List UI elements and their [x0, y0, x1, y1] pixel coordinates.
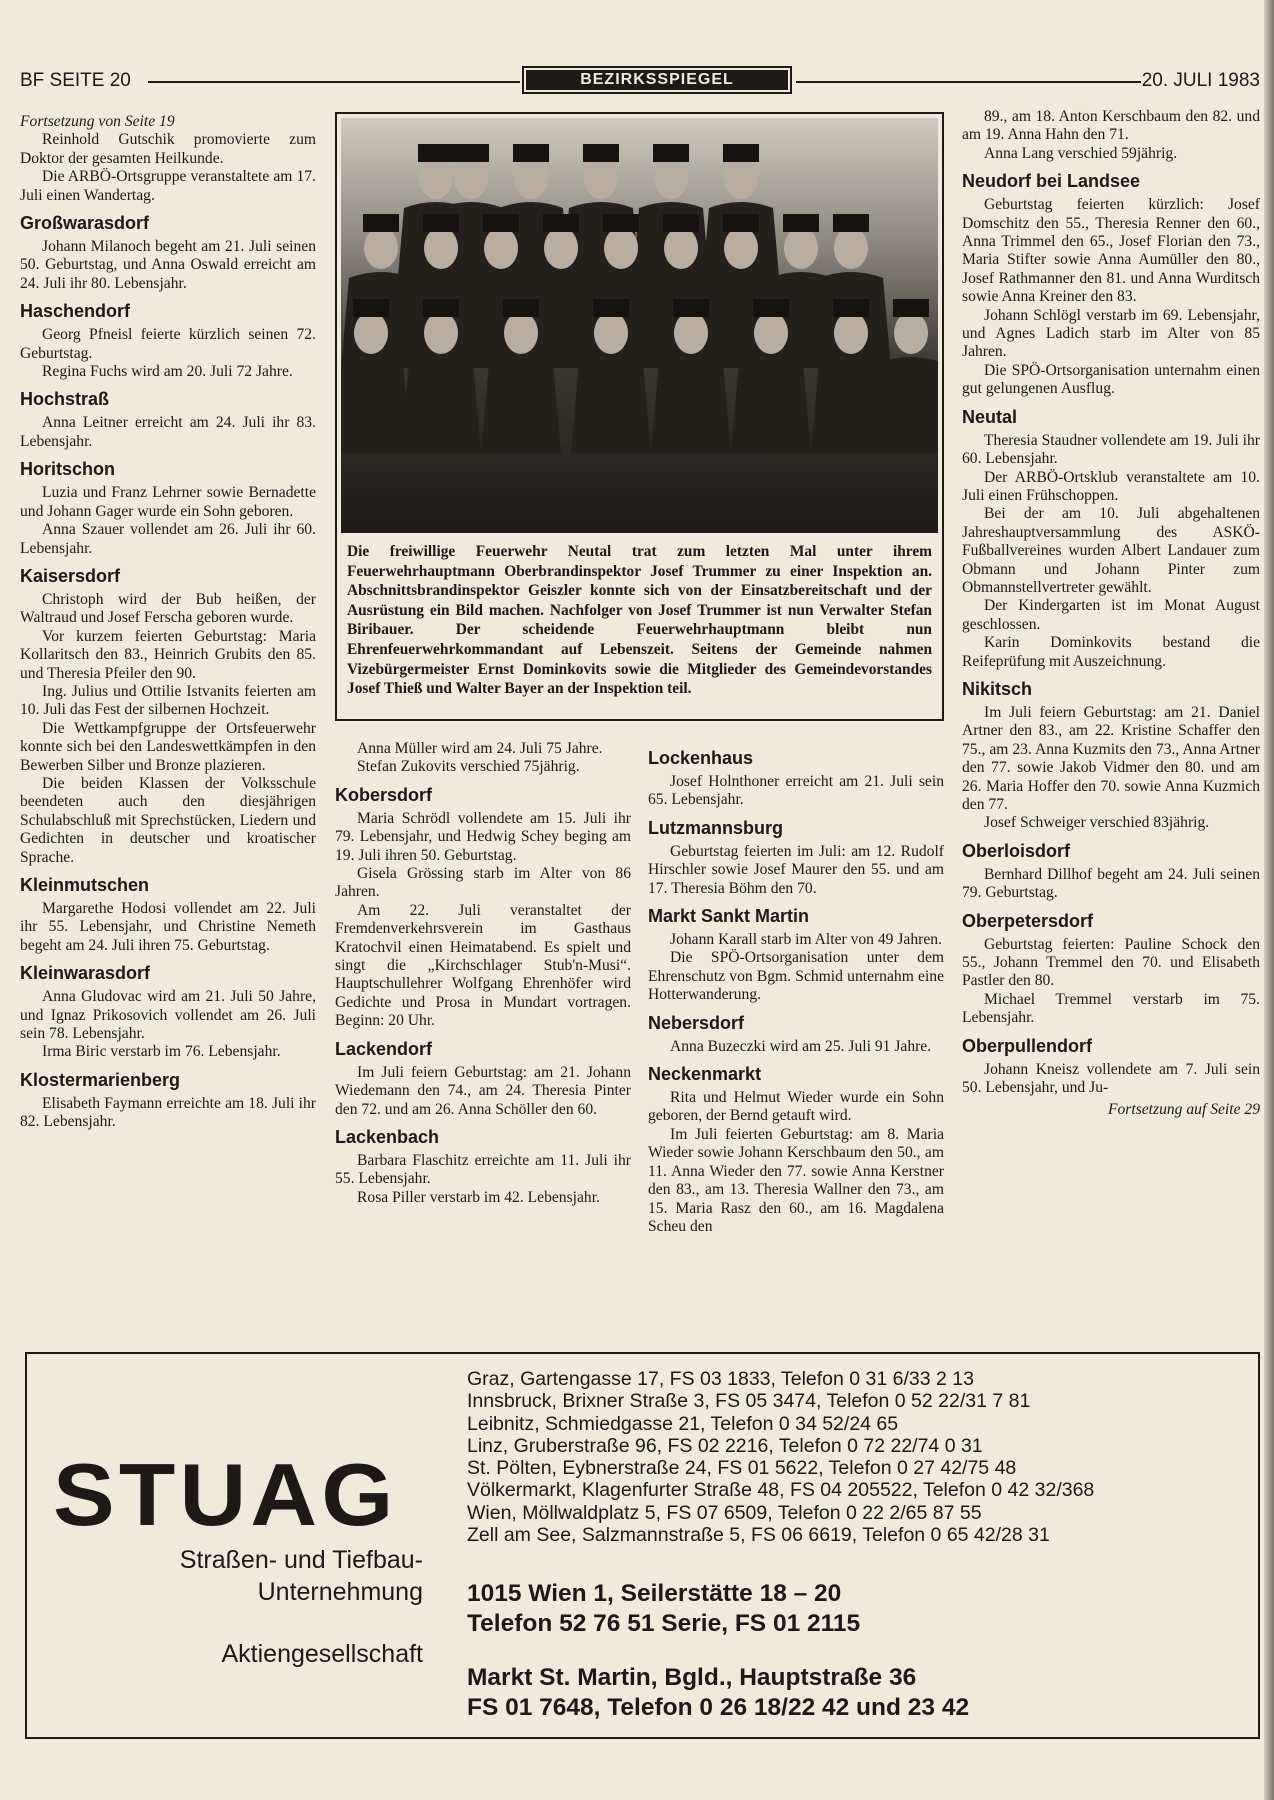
paragraph: Reinhold Gutschik promovierte zum Doktor der gesamten Heilkunde. — [20, 131, 316, 167]
branch-line: Zell am See, Salzmannstraße 5, FS 06 6619, Telefon 0 65 42/28 31 — [467, 1524, 1050, 1547]
masthead-title: BEZIRKSSPIEGEL — [526, 70, 788, 90]
uniform-cap — [723, 214, 759, 232]
fire-brigade-photo — [341, 118, 938, 533]
section-heading: Kaisersdorf — [20, 565, 121, 586]
branch-line: St. Pölten, Eybnerstraße 24, FS 01 5622, Telefon 0 27 42/75 48 — [467, 1457, 1017, 1480]
paragraph: Rita und Helmut Wieder wurde ein Sohn geboren, der Bernd getauft wird. — [648, 1089, 944, 1125]
person-head — [584, 157, 618, 199]
branch-line: Linz, Gruberstraße 96, FS 02 2216, Telefon 0 72 22/74 0 31 — [467, 1434, 983, 1457]
continued-from-label: Fortsetzung von Seite 19 — [20, 113, 175, 130]
paragraph: Die Wettkampfgruppe der Ortsfeuerwehr konnte sich bei den Landeswettkämpfen in den Bewerben Silber und Bronze plazieren. — [20, 719, 316, 774]
paragraph: Im Juli feiern Geburtstag: am 21. Johann Wiedemann den 74., am 24. Theresia Pinter den 72. und am 26. Anna Schöller den 60. — [335, 1063, 631, 1118]
branch-line: Graz, Gartengasse 17, FS 03 1833, Telefon 0 31 6/33 2 13 — [467, 1368, 974, 1390]
paragraph: Anna Lang verschied 59jährig. — [984, 144, 1178, 162]
section-heading: Lackenbach — [335, 1126, 440, 1147]
uniform-cap — [583, 144, 619, 162]
uniform-cap — [673, 299, 709, 317]
section-heading: Oberpetersdorf — [962, 910, 1094, 931]
masthead — [522, 66, 792, 94]
section-heading: Klostermarienberg — [20, 1069, 181, 1090]
paragraph: Rosa Piller verstarb im 42. Lebensjahr. — [357, 1188, 600, 1206]
paragraph: Georg Pfneisl feierte kürzlich seinen 72. Geburtstag. — [20, 326, 316, 362]
paragraph: Theresia Staudner vollendete am 19. Juli ihr 60. Lebensjahr. — [962, 431, 1260, 468]
person-head — [724, 227, 758, 269]
stuag-advertisement — [25, 1352, 1260, 1739]
person-body — [401, 357, 481, 453]
paragraph: 89., am 18. Anton Kerschbaum den 82. und am 19. Anna Hahn den 71. — [962, 108, 1260, 144]
person-head — [454, 157, 488, 199]
section-heading: Nikitsch — [962, 678, 1033, 699]
paragraph: Der Kindergarten ist im Monat August geschlossen. — [962, 597, 1260, 633]
person-body — [651, 357, 731, 453]
section-heading: Nebersdorf — [648, 1012, 745, 1033]
uniform-cap — [723, 144, 759, 162]
person-head — [504, 312, 538, 354]
column-3 — [648, 740, 944, 1236]
person-head — [654, 157, 688, 199]
branch-line: Innsbruck, Brixner Straße 3, FS 05 3474, Telefon 0 52 22/31 7 81 — [467, 1390, 1031, 1413]
uniform-cap — [603, 214, 639, 232]
ad-subtitle: Unternehmung — [257, 1578, 423, 1606]
issue-date: 20. JULI 1983 — [1141, 70, 1260, 91]
uniform-cap — [893, 299, 929, 317]
hq-line: 1015 Wien 1, Seilerstätte 18 – 20 — [467, 1580, 842, 1607]
section-heading: Kobersdorf — [335, 784, 433, 805]
paragraph: Geburtstag feierten: Pauline Schock den 55., Johann Tremmel den 70. und Elisabeth Pastler den 80. — [962, 935, 1260, 990]
hq-line: Telefon 52 76 51 Serie, FS 01 2115 — [467, 1610, 861, 1637]
uniform-cap — [593, 299, 629, 317]
section-heading: Oberpullendorf — [962, 1035, 1092, 1056]
person-head — [664, 227, 698, 269]
uniform-cap — [503, 299, 539, 317]
paragraph: Anna Szauer vollendet am 26. Juli ihr 60. Lebensjahr. — [20, 521, 316, 557]
stuag-logo: STUAG — [53, 1445, 398, 1544]
person-head — [424, 312, 458, 354]
paragraph: Anna Müller wird am 24. Juli 75 Jahre. — [357, 740, 603, 757]
paragraph: Geburtstag feierten im Juli: am 12. Rudolf Hirschler sowie Josef Maurer den 55. und am 17. Theresia Böhm den 70. — [648, 842, 944, 897]
paragraph: Gisela Grössing starb im Alter von 86 Jahren. — [335, 865, 631, 901]
header-rule — [796, 81, 1141, 83]
paragraph: Margarethe Hodosi vollendet am 22. Juli ihr 55. Lebensjahr, und Christine Nemeth begeht am 24. Juli ihren 75. Geburtstag. — [20, 900, 316, 954]
branch-line: Wien, Möllwaldplatz 5, FS 07 6509, Telefon 0 22 2/65 87 55 — [467, 1501, 982, 1524]
paragraph: Johann Kneisz vollendete am 7. Juli sein 50. Lebensjahr, und Ju- — [962, 1060, 1260, 1097]
ad-subtitle: Aktiengesellschaft — [221, 1640, 423, 1668]
person-body — [571, 357, 651, 453]
paragraph: Am 22. Juli veranstaltet der Fremdenverkehrsverein im Gasthaus Kratochvil einen Heimatabend. Es spielt und singt die „Kirchschlager Stub'n-Musi“. Hauptschullehrer Wolfgang Ehrenhöfer wird Gedichte und Prosa in Mundart vortragen. Beginn: 20 Uhr. — [335, 901, 631, 1030]
paragraph: Stefan Zukovits verschied 75jährig. — [357, 758, 580, 776]
person-head — [594, 312, 628, 354]
paragraph: Anna Gludovac wird am 21. Juli 50 Jahre, und Ignaz Prikosovich vollendet am 26. Juli sein 78. Lebensjahr. — [20, 988, 316, 1043]
section-heading: Oberloisdorf — [962, 840, 1071, 861]
uniform-cap — [783, 214, 819, 232]
person-head — [544, 227, 578, 269]
person-body — [481, 357, 561, 453]
person-head — [424, 227, 458, 269]
paragraph: Josef Schweiger verschied 83jährig. — [984, 814, 1210, 832]
person-head — [484, 227, 518, 269]
section-heading: Großwarasdorf — [20, 213, 150, 234]
uniform-cap — [353, 299, 389, 317]
paragraph: Elisabeth Faymann erreichte am 18. Juli ihr 82. Lebensjahr. — [20, 1094, 316, 1131]
uniform-cap — [423, 299, 459, 317]
uniform-cap — [833, 299, 869, 317]
uniform-cap — [483, 214, 519, 232]
page-label: BF SEITE 20 — [20, 70, 131, 91]
paragraph: Bernhard Dillhof begeht am 24. Juli seinen 79. Geburtstag. — [962, 865, 1260, 902]
paragraph: Barbara Flaschitz erreichte am 11. Juli ihr 55. Lebensjahr. — [335, 1151, 631, 1188]
section-heading: Markt Sankt Martin — [648, 906, 810, 927]
paragraph: Vor kurzem feierten Geburtstag: Maria Kollaritsch den 83., Heinrich Grubits den 85. und Theresia Pfeiler den 90. — [20, 627, 316, 682]
paragraph: Geburtstag feierten kürzlich: Josef Domschitz den 55., Theresia Renner den 60., Anna Trimmel den 65., Josef Florian den 73., Maria Stifter sowie Anna Aumüller den 80., Josef Rathmanner den 81. und Anna Wurditsch sowie Anna Kreiner den 83. — [962, 196, 1260, 306]
branch-line: Völkermarkt, Klagenfurter Straße 48, FS 04 205522, Telefon 0 42 32/368 — [467, 1479, 1095, 1502]
section-heading: Neckenmarkt — [648, 1064, 762, 1085]
section-heading: Lockenhaus — [648, 748, 754, 768]
section-heading: Hochstraß — [20, 389, 110, 410]
uniform-cap — [653, 144, 689, 162]
page-header — [20, 66, 1260, 96]
branch-list — [467, 1368, 1094, 1546]
paragraph: Karin Dominkovits bestand die Reifeprüfung mit Auszeichnung. — [962, 634, 1260, 670]
paragraph: Die SPÖ-Ortsorganisation unternahm einen gut gelungenen Ausflug. — [962, 361, 1260, 398]
person-body — [731, 357, 811, 453]
headquarters-address — [467, 1579, 860, 1639]
column-2 — [335, 740, 631, 1207]
section-heading: Neutal — [962, 406, 1018, 427]
person-head — [894, 312, 928, 354]
paragraph: Der ARBÖ-Ortsklub veranstaltete am 10. Juli einen Frühschoppen. — [962, 468, 1260, 504]
branch-address-line: Markt St. Martin, Bgld., Hauptstraße 36 — [467, 1664, 917, 1691]
paragraph: Ing. Julius und Ottilie Istvanits feierten am 10. Juli das Fest der silbernen Hochzeit. — [20, 682, 316, 719]
person-head — [724, 157, 758, 199]
page-edge-shadow — [1264, 0, 1274, 1800]
person-head — [834, 312, 868, 354]
person-head — [674, 312, 708, 354]
paragraph: Bei der am 10. Juli abgehaltenen Jahreshauptversammlung des ASKÖ-Fußballvereines wurden Albert Landauer zum Obmann und Johann Pinter zum Obmannstellvertreter gewählt. — [962, 505, 1260, 596]
section-heading: Neudorf bei Landsee — [962, 171, 1141, 192]
person-head — [354, 312, 388, 354]
uniform-cap — [543, 214, 579, 232]
paragraph: Im Juli feiern Geburtstag: am 21. Daniel Artner den 83., am 22. Kristine Schaffer den 75., am 23. Anna Kuzmits den 73., Anna Artner den 77. sowie Jakob Vidmer den 80. und am 26. Maria Hoffer den 70. sowie Anna Kuzmich den 77. — [962, 703, 1260, 813]
paragraph: Die SPÖ-Ortsorganisation unter dem Ehrenschutz von Bgm. Schmid unternahm eine Hotterwanderung. — [648, 949, 944, 1004]
branch-line: Leibnitz, Schmiedgasse 21, Telefon 0 34 52/24 65 — [467, 1412, 899, 1435]
section-heading: Kleinmutschen — [20, 875, 150, 895]
section-heading: Lutzmannsburg — [648, 817, 783, 838]
photo-caption: Die freiwillige Feuerwehr Neutal trat zum letzten Mal unter ihrem Feuerwehrhauptmann Oberbrandinspektor Josef Trummer zu einer Inspektion an. Abschnittsbrandinspektor Geiszler konnte sich von der Einsatzbereitschaft und der Ausrüstung ein Bild machen. Nachfolger von Josef Trummer ist nun Verwalter Stefan Biribauer. Der scheidende Feuerwehrhauptmann bleibt nun Ehrenfeuerwehrkommandant auf Lebenszeit. Seitens der Gemeinde nahmen Vizebürgermeister Ernst Dominkovits sowie die Mitglieder des Gemeindevorstandes Josef Thieß und Walter Bayer an der Inspektion teil. — [347, 543, 932, 698]
paragraph: Michael Tremmel verstarb im 75. Lebensjahr. — [962, 990, 1260, 1027]
person-head — [754, 312, 788, 354]
paragraph: Johann Milanoch begeht am 21. Juli seinen 50. Geburtstag, und Anna Oswald erreicht am 24. Juli ihr 80. Lebensjahr. — [20, 238, 316, 292]
branch-address-line: FS 01 7648, Telefon 0 26 18/22 42 und 23 42 — [467, 1694, 970, 1721]
paragraph: Anna Leitner erreicht am 24. Juli ihr 83. Lebensjahr. — [20, 414, 316, 450]
paragraph: Josef Holnthoner erreicht am 21. Juli sein 65. Lebensjahr. — [648, 773, 944, 809]
paragraph: Im Juli feierten Geburtstag: am 8. Maria Wieder sowie Johann Kerschbaum den 50., am 11. Anna Wieder den 77. sowie Anna Kerstner den 83., am 13. Theresia Wallner den 73., am 15. Maria Rasz den 60., am 16. Magdalena Scheu den — [648, 1125, 944, 1235]
person-head — [419, 157, 453, 199]
person-head — [784, 227, 818, 269]
uniform-cap — [363, 214, 399, 232]
branch-address — [467, 1663, 969, 1723]
photo-box — [335, 112, 944, 721]
uniform-cap — [513, 144, 549, 162]
uniform-cap — [423, 214, 459, 232]
paragraph: Luzia und Franz Lehrner sowie Bernadette und Johann Gager wurde ein Sohn geboren. — [20, 484, 316, 520]
uniform-cap — [753, 299, 789, 317]
ad-subtitle: Straßen- und Tiefbau- — [179, 1546, 423, 1574]
person-head — [514, 157, 548, 199]
paragraph: Irma Biric verstarb im 76. Lebensjahr. — [42, 1043, 281, 1061]
person-head — [834, 227, 868, 269]
group-photo-figures — [341, 118, 938, 533]
paragraph: Christoph wird der Bub heißen, der Waltraud und Josef Ferscha geboren wurde. — [20, 590, 316, 627]
column-4 — [962, 108, 1260, 1120]
section-heading: Haschendorf — [20, 301, 131, 322]
header-rule — [148, 81, 520, 83]
paragraph: Die beiden Klassen der Volksschule beendeten auch den diesjährigen Schulabschluß mit Sprechstücken, Liedern und Gedichten in deutscher und kroatischer Sprache. — [20, 774, 316, 866]
uniform-cap — [663, 214, 699, 232]
paragraph: Johann Karall starb im Alter von 49 Jahren. — [670, 931, 942, 949]
paragraph: Johann Schlögl verstarb im 69. Lebensjahr, und Agnes Ladich starb im Alter von 85 Jahren. — [962, 306, 1260, 361]
column-1 — [20, 113, 316, 1132]
uniform-cap — [418, 144, 454, 162]
person-head — [604, 227, 638, 269]
uniform-cap — [453, 144, 489, 162]
person-head — [364, 227, 398, 269]
person-body — [871, 357, 938, 453]
paragraph: Die ARBÖ-Ortsgruppe veranstaltete am 17. Juli einen Wandertag. — [20, 168, 316, 204]
section-heading: Lackendorf — [335, 1038, 433, 1059]
continued-on-label: Fortsetzung auf Seite 29 — [1107, 1101, 1260, 1119]
section-heading: Kleinwarasdorf — [20, 963, 151, 984]
uniform-cap — [833, 214, 869, 232]
paragraph: Regina Fuchs wird am 20. Juli 72 Jahre. — [42, 363, 293, 381]
section-heading: Horitschon — [20, 459, 116, 480]
paragraph: Maria Schrödl vollendete am 15. Juli ihr 79. Lebensjahr, und Hedwig Schey beging am 19. Juli ihren 50. Geburtstag. — [335, 809, 631, 864]
paragraph: Anna Buzeczki wird am 25. Juli 91 Jahre. — [670, 1037, 932, 1055]
person-body — [341, 357, 411, 453]
